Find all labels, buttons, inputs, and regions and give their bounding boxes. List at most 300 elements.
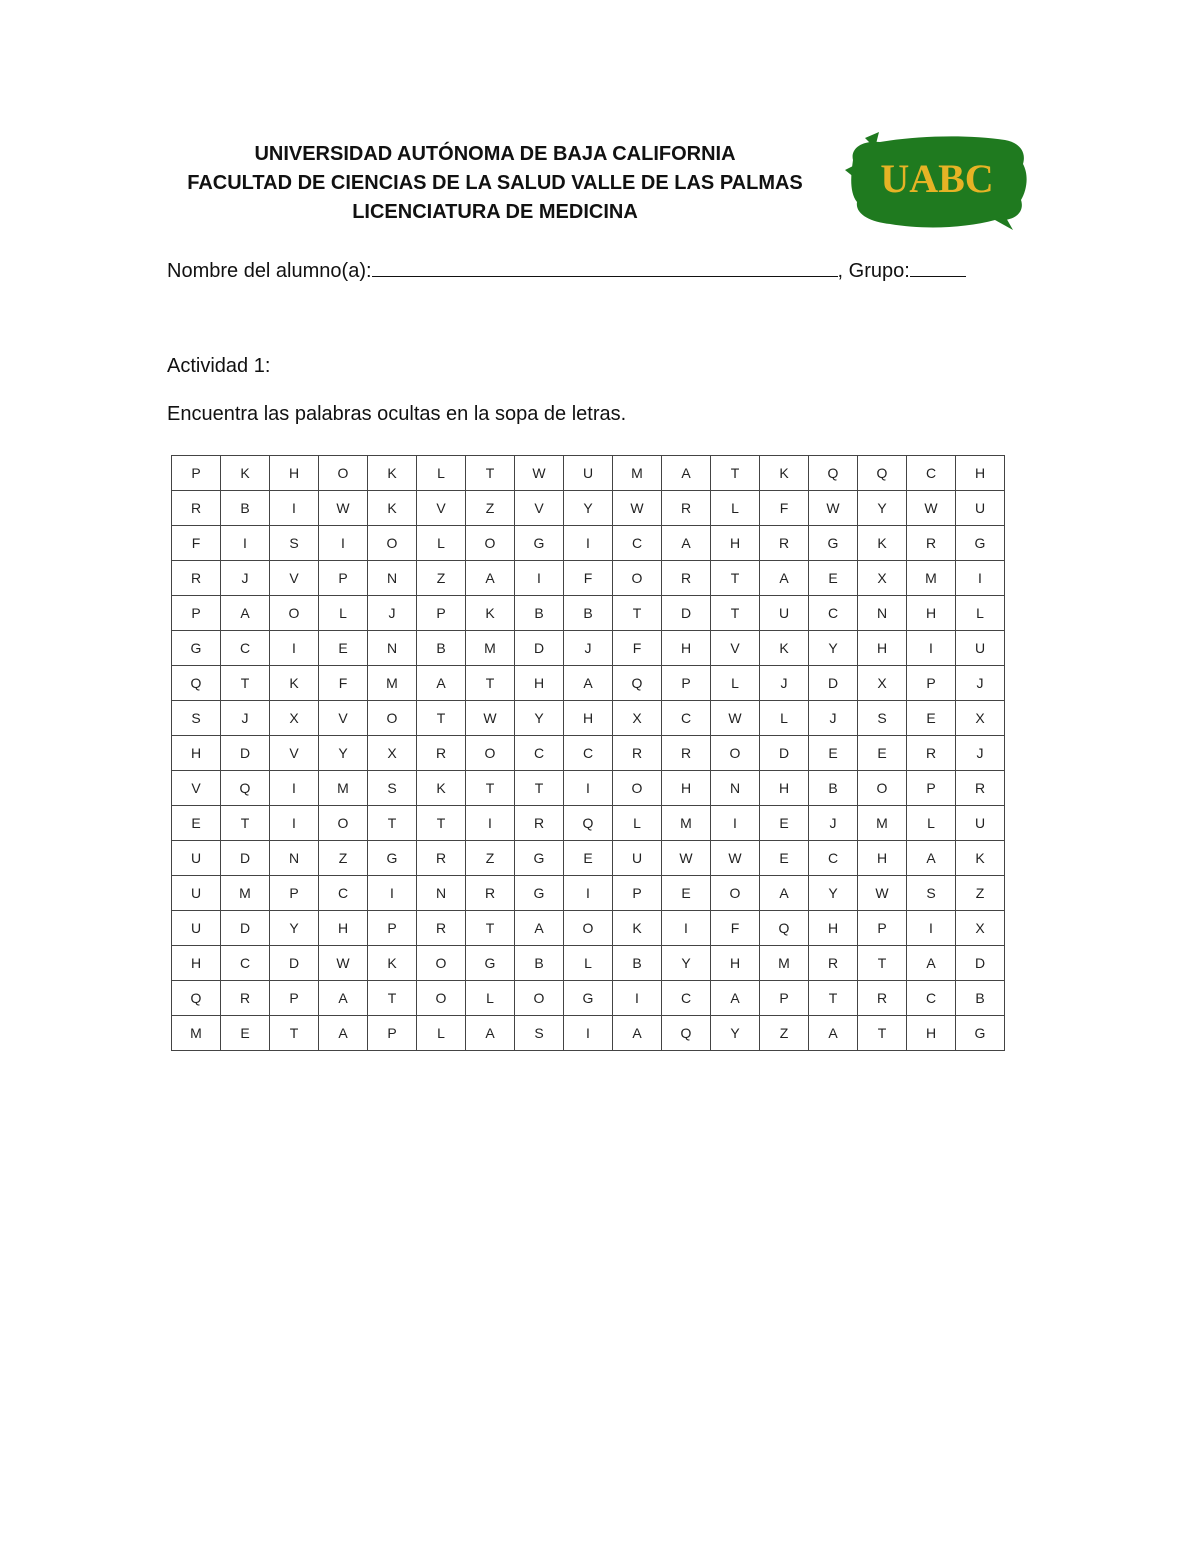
grid-cell[interactable]: H: [662, 631, 711, 666]
grid-cell[interactable]: T: [221, 806, 270, 841]
grid-cell[interactable]: V: [515, 491, 564, 526]
grid-cell[interactable]: P: [172, 596, 221, 631]
group-separator: ,: [837, 260, 844, 282]
grid-cell[interactable]: H: [270, 456, 319, 491]
grid-cell[interactable]: H: [858, 841, 907, 876]
grid-cell[interactable]: S: [515, 1016, 564, 1051]
grid-cell[interactable]: N: [368, 561, 417, 596]
group-field[interactable]: [910, 256, 966, 277]
grid-cell[interactable]: E: [809, 736, 858, 771]
grid-cell[interactable]: T: [466, 666, 515, 701]
grid-cell[interactable]: Q: [172, 666, 221, 701]
grid-cell[interactable]: M: [319, 771, 368, 806]
grid-cell[interactable]: Z: [956, 876, 1005, 911]
grid-cell[interactable]: M: [221, 876, 270, 911]
grid-cell[interactable]: B: [809, 771, 858, 806]
grid-cell[interactable]: B: [956, 981, 1005, 1016]
grid-cell[interactable]: T: [809, 981, 858, 1016]
grid-cell[interactable]: H: [907, 596, 956, 631]
grid-cell[interactable]: M: [760, 946, 809, 981]
grid-cell[interactable]: O: [270, 596, 319, 631]
grid-cell[interactable]: G: [172, 631, 221, 666]
grid-cell[interactable]: C: [564, 736, 613, 771]
grid-cell[interactable]: H: [760, 771, 809, 806]
grid-cell[interactable]: I: [270, 771, 319, 806]
grid-cell[interactable]: X: [368, 736, 417, 771]
grid-cell[interactable]: W: [858, 876, 907, 911]
grid-cell[interactable]: Y: [270, 911, 319, 946]
grid-cell[interactable]: W: [613, 491, 662, 526]
grid-cell[interactable]: D: [515, 631, 564, 666]
grid-cell[interactable]: M: [858, 806, 907, 841]
grid-cell[interactable]: G: [809, 526, 858, 561]
grid-cell[interactable]: T: [711, 456, 760, 491]
grid-cell[interactable]: R: [760, 526, 809, 561]
grid-cell[interactable]: W: [907, 491, 956, 526]
grid-cell[interactable]: I: [515, 561, 564, 596]
grid-cell[interactable]: L: [417, 526, 466, 561]
grid-cell[interactable]: K: [270, 666, 319, 701]
grid-cell[interactable]: D: [956, 946, 1005, 981]
grid-cell[interactable]: L: [564, 946, 613, 981]
grid-cell[interactable]: H: [858, 631, 907, 666]
grid-cell[interactable]: J: [809, 701, 858, 736]
grid-cell[interactable]: K: [466, 596, 515, 631]
grid-cell[interactable]: O: [613, 771, 662, 806]
grid-cell[interactable]: R: [907, 526, 956, 561]
grid-cell[interactable]: T: [858, 946, 907, 981]
grid-cell[interactable]: P: [760, 981, 809, 1016]
grid-cell[interactable]: R: [907, 736, 956, 771]
grid-cell[interactable]: E: [564, 841, 613, 876]
grid-cell[interactable]: T: [515, 771, 564, 806]
grid-cell[interactable]: C: [319, 876, 368, 911]
grid-cell[interactable]: P: [417, 596, 466, 631]
grid-cell[interactable]: U: [956, 631, 1005, 666]
grid-cell[interactable]: D: [760, 736, 809, 771]
grid-cell[interactable]: V: [711, 631, 760, 666]
grid-cell[interactable]: H: [711, 526, 760, 561]
grid-cell[interactable]: D: [662, 596, 711, 631]
grid-cell[interactable]: Q: [564, 806, 613, 841]
grid-cell[interactable]: O: [858, 771, 907, 806]
grid-cell[interactable]: J: [221, 701, 270, 736]
grid-cell[interactable]: Y: [858, 491, 907, 526]
grid-cell[interactable]: J: [221, 561, 270, 596]
grid-cell[interactable]: E: [319, 631, 368, 666]
grid-cell[interactable]: T: [711, 561, 760, 596]
grid-cell[interactable]: O: [466, 526, 515, 561]
grid-cell[interactable]: Q: [662, 1016, 711, 1051]
grid-cell[interactable]: I: [564, 526, 613, 561]
grid-cell[interactable]: P: [368, 911, 417, 946]
grid-cell[interactable]: C: [662, 981, 711, 1016]
grid-cell[interactable]: T: [858, 1016, 907, 1051]
grid-cell[interactable]: I: [564, 771, 613, 806]
grid-cell[interactable]: T: [466, 911, 515, 946]
grid-cell[interactable]: M: [907, 561, 956, 596]
grid-cell[interactable]: H: [662, 771, 711, 806]
grid-cell[interactable]: G: [466, 946, 515, 981]
grid-cell[interactable]: P: [172, 456, 221, 491]
grid-cell[interactable]: J: [956, 666, 1005, 701]
grid-cell[interactable]: O: [711, 876, 760, 911]
grid-cell[interactable]: J: [564, 631, 613, 666]
grid-cell[interactable]: X: [858, 666, 907, 701]
grid-cell[interactable]: V: [270, 561, 319, 596]
grid-cell[interactable]: Z: [466, 491, 515, 526]
grid-cell[interactable]: C: [221, 946, 270, 981]
grid-cell[interactable]: A: [417, 666, 466, 701]
grid-cell[interactable]: L: [319, 596, 368, 631]
grid-cell[interactable]: W: [466, 701, 515, 736]
grid-cell[interactable]: O: [466, 736, 515, 771]
grid-cell[interactable]: G: [515, 876, 564, 911]
grid-cell[interactable]: A: [809, 1016, 858, 1051]
grid-cell[interactable]: L: [907, 806, 956, 841]
grid-cell[interactable]: B: [515, 596, 564, 631]
grid-cell[interactable]: L: [417, 456, 466, 491]
grid-cell[interactable]: X: [956, 911, 1005, 946]
grid-cell[interactable]: Z: [417, 561, 466, 596]
grid-cell[interactable]: A: [466, 561, 515, 596]
grid-cell[interactable]: V: [172, 771, 221, 806]
grid-cell[interactable]: T: [270, 1016, 319, 1051]
grid-cell[interactable]: H: [907, 1016, 956, 1051]
grid-cell[interactable]: U: [956, 806, 1005, 841]
grid-cell[interactable]: R: [172, 491, 221, 526]
grid-cell[interactable]: N: [858, 596, 907, 631]
grid-cell[interactable]: I: [662, 911, 711, 946]
grid-cell[interactable]: P: [270, 981, 319, 1016]
grid-row: [172, 631, 1005, 666]
grid-cell[interactable]: K: [956, 841, 1005, 876]
grid-cell[interactable]: B: [613, 946, 662, 981]
grid-cell[interactable]: B: [221, 491, 270, 526]
grid-cell[interactable]: H: [515, 666, 564, 701]
grid-cell[interactable]: N: [368, 631, 417, 666]
grid-cell[interactable]: K: [368, 456, 417, 491]
grid-cell[interactable]: U: [956, 491, 1005, 526]
grid-cell[interactable]: I: [956, 561, 1005, 596]
grid-cell[interactable]: S: [907, 876, 956, 911]
grid-cell[interactable]: O: [515, 981, 564, 1016]
grid-cell[interactable]: A: [662, 526, 711, 561]
grid-cell[interactable]: P: [907, 666, 956, 701]
grid-cell[interactable]: O: [319, 456, 368, 491]
grid-cell[interactable]: M: [613, 456, 662, 491]
grid-cell[interactable]: U: [613, 841, 662, 876]
grid-cell[interactable]: T: [466, 456, 515, 491]
grid-cell[interactable]: D: [270, 946, 319, 981]
grid-cell[interactable]: I: [711, 806, 760, 841]
grid-cell[interactable]: F: [319, 666, 368, 701]
grid-cell[interactable]: O: [368, 701, 417, 736]
grid-cell[interactable]: Y: [319, 736, 368, 771]
grid-cell[interactable]: R: [417, 736, 466, 771]
grid-cell[interactable]: Q: [760, 911, 809, 946]
grid-cell[interactable]: X: [270, 701, 319, 736]
grid-cell[interactable]: I: [221, 526, 270, 561]
grid-cell[interactable]: O: [564, 911, 613, 946]
grid-cell[interactable]: R: [515, 806, 564, 841]
grid-cell[interactable]: G: [368, 841, 417, 876]
grid-cell[interactable]: I: [907, 911, 956, 946]
grid-cell[interactable]: P: [319, 561, 368, 596]
grid-cell[interactable]: T: [466, 771, 515, 806]
grid-cell[interactable]: D: [221, 911, 270, 946]
grid-cell[interactable]: U: [760, 596, 809, 631]
grid-cell[interactable]: E: [221, 1016, 270, 1051]
grid-cell[interactable]: D: [221, 736, 270, 771]
grid-cell[interactable]: R: [466, 876, 515, 911]
grid-cell[interactable]: C: [809, 596, 858, 631]
grid-cell[interactable]: I: [613, 981, 662, 1016]
grid-cell[interactable]: P: [368, 1016, 417, 1051]
grid-cell[interactable]: L: [956, 596, 1005, 631]
grid-cell[interactable]: C: [907, 456, 956, 491]
grid-cell[interactable]: G: [956, 1016, 1005, 1051]
grid-cell[interactable]: X: [613, 701, 662, 736]
grid-cell[interactable]: U: [172, 841, 221, 876]
grid-cell[interactable]: A: [907, 841, 956, 876]
grid-cell[interactable]: Y: [809, 631, 858, 666]
grid-cell[interactable]: F: [760, 491, 809, 526]
grid-cell[interactable]: R: [662, 491, 711, 526]
grid-cell[interactable]: V: [270, 736, 319, 771]
grid-cell[interactable]: B: [564, 596, 613, 631]
grid-cell[interactable]: L: [613, 806, 662, 841]
grid-cell[interactable]: P: [907, 771, 956, 806]
grid-cell[interactable]: V: [417, 491, 466, 526]
grid-cell[interactable]: R: [613, 736, 662, 771]
grid-cell[interactable]: O: [417, 946, 466, 981]
grid-row: [172, 596, 1005, 631]
grid-cell[interactable]: L: [466, 981, 515, 1016]
grid-cell[interactable]: U: [172, 911, 221, 946]
grid-cell[interactable]: P: [613, 876, 662, 911]
grid-cell[interactable]: G: [956, 526, 1005, 561]
grid-cell[interactable]: F: [613, 631, 662, 666]
grid-row: [172, 946, 1005, 981]
word-search-grid: [171, 455, 1005, 1051]
grid-cell[interactable]: M: [172, 1016, 221, 1051]
grid-cell[interactable]: F: [711, 911, 760, 946]
grid-cell[interactable]: Y: [809, 876, 858, 911]
grid-cell[interactable]: C: [221, 631, 270, 666]
grid-cell[interactable]: S: [858, 701, 907, 736]
grid-cell[interactable]: E: [760, 806, 809, 841]
grid-cell[interactable]: U: [564, 456, 613, 491]
grid-cell[interactable]: T: [417, 701, 466, 736]
grid-cell[interactable]: M: [466, 631, 515, 666]
grid-cell[interactable]: F: [564, 561, 613, 596]
grid-cell[interactable]: Z: [319, 841, 368, 876]
grid-cell[interactable]: I: [319, 526, 368, 561]
grid-cell[interactable]: T: [221, 666, 270, 701]
grid-cell[interactable]: K: [368, 491, 417, 526]
grid-cell[interactable]: Y: [515, 701, 564, 736]
grid-cell[interactable]: I: [564, 1016, 613, 1051]
grid-cell[interactable]: E: [662, 876, 711, 911]
grid-cell[interactable]: K: [760, 631, 809, 666]
grid-cell[interactable]: Y: [711, 1016, 760, 1051]
grid-cell[interactable]: S: [172, 701, 221, 736]
grid-cell[interactable]: H: [809, 911, 858, 946]
grid-cell[interactable]: B: [515, 946, 564, 981]
grid-row: [172, 701, 1005, 736]
grid-cell[interactable]: H: [564, 701, 613, 736]
grid-cell[interactable]: O: [613, 561, 662, 596]
grid-cell[interactable]: R: [956, 771, 1005, 806]
grid-cell[interactable]: L: [711, 666, 760, 701]
grid-cell[interactable]: T: [368, 806, 417, 841]
grid-cell[interactable]: I: [907, 631, 956, 666]
grid-cell[interactable]: C: [662, 701, 711, 736]
grid-cell[interactable]: D: [809, 666, 858, 701]
grid-cell[interactable]: J: [368, 596, 417, 631]
grid-row: [172, 771, 1005, 806]
grid-cell[interactable]: T: [368, 981, 417, 1016]
grid-cell[interactable]: K: [221, 456, 270, 491]
grid-cell[interactable]: J: [760, 666, 809, 701]
grid-cell[interactable]: G: [564, 981, 613, 1016]
grid-cell[interactable]: C: [907, 981, 956, 1016]
grid-cell[interactable]: M: [662, 806, 711, 841]
grid-cell[interactable]: L: [417, 1016, 466, 1051]
grid-cell[interactable]: T: [613, 596, 662, 631]
grid-cell[interactable]: R: [221, 981, 270, 1016]
grid-cell[interactable]: B: [417, 631, 466, 666]
grid-cell[interactable]: Y: [564, 491, 613, 526]
grid-cell[interactable]: A: [760, 876, 809, 911]
grid-cell[interactable]: W: [711, 841, 760, 876]
grid-cell[interactable]: G: [515, 526, 564, 561]
grid-cell[interactable]: W: [515, 456, 564, 491]
grid-cell[interactable]: A: [319, 981, 368, 1016]
grid-cell[interactable]: A: [515, 911, 564, 946]
grid-cell[interactable]: I: [466, 806, 515, 841]
grid-cell[interactable]: N: [711, 771, 760, 806]
grid-cell[interactable]: A: [907, 946, 956, 981]
grid-cell[interactable]: O: [711, 736, 760, 771]
grid-cell[interactable]: Q: [858, 456, 907, 491]
grid-cell[interactable]: F: [172, 526, 221, 561]
grid-cell[interactable]: E: [172, 806, 221, 841]
grid-cell[interactable]: O: [368, 526, 417, 561]
grid-cell[interactable]: L: [711, 491, 760, 526]
grid-cell[interactable]: K: [613, 911, 662, 946]
grid-cell[interactable]: N: [270, 841, 319, 876]
grid-cell[interactable]: I: [564, 876, 613, 911]
grid-cell[interactable]: T: [417, 806, 466, 841]
grid-cell[interactable]: R: [809, 946, 858, 981]
grid-cell[interactable]: K: [760, 456, 809, 491]
grid-cell[interactable]: I: [270, 491, 319, 526]
grid-cell[interactable]: I: [270, 631, 319, 666]
grid-cell[interactable]: R: [417, 911, 466, 946]
grid-cell[interactable]: T: [711, 596, 760, 631]
grid-cell[interactable]: X: [858, 561, 907, 596]
grid-cell[interactable]: H: [172, 946, 221, 981]
grid-cell[interactable]: W: [711, 701, 760, 736]
grid-cell[interactable]: E: [760, 841, 809, 876]
grid-cell[interactable]: E: [858, 736, 907, 771]
grid-cell[interactable]: S: [368, 771, 417, 806]
grid-row: [172, 806, 1005, 841]
grid-cell[interactable]: Z: [760, 1016, 809, 1051]
grid-cell[interactable]: K: [368, 946, 417, 981]
grid-cell[interactable]: C: [809, 841, 858, 876]
grid-cell[interactable]: C: [515, 736, 564, 771]
grid-cell[interactable]: A: [711, 981, 760, 1016]
grid-cell[interactable]: A: [466, 1016, 515, 1051]
grid-cell[interactable]: J: [956, 736, 1005, 771]
grid-cell[interactable]: A: [662, 456, 711, 491]
grid-cell[interactable]: A: [221, 596, 270, 631]
grid-cell[interactable]: Y: [662, 946, 711, 981]
grid-cell[interactable]: O: [319, 806, 368, 841]
grid-cell[interactable]: V: [319, 701, 368, 736]
grid-cell[interactable]: E: [907, 701, 956, 736]
grid-cell[interactable]: W: [319, 946, 368, 981]
grid-cell[interactable]: H: [172, 736, 221, 771]
grid-cell[interactable]: W: [319, 491, 368, 526]
grid-cell[interactable]: X: [956, 701, 1005, 736]
grid-cell[interactable]: Z: [466, 841, 515, 876]
grid-cell[interactable]: R: [172, 561, 221, 596]
grid-cell[interactable]: A: [760, 561, 809, 596]
grid-cell[interactable]: D: [221, 841, 270, 876]
grid-cell[interactable]: P: [662, 666, 711, 701]
grid-cell[interactable]: P: [270, 876, 319, 911]
university-name: UNIVERSIDAD AUTÓNOMA DE BAJA CALIFORNIA: [254, 143, 736, 165]
grid-cell[interactable]: O: [417, 981, 466, 1016]
grid-cell[interactable]: H: [711, 946, 760, 981]
grid-cell[interactable]: R: [858, 981, 907, 1016]
grid-cell[interactable]: Q: [613, 666, 662, 701]
student-name-field[interactable]: [372, 256, 838, 277]
grid-cell[interactable]: C: [613, 526, 662, 561]
grid-cell[interactable]: W: [662, 841, 711, 876]
grid-cell[interactable]: K: [417, 771, 466, 806]
grid-cell[interactable]: E: [809, 561, 858, 596]
grid-cell[interactable]: H: [319, 911, 368, 946]
grid-cell[interactable]: N: [417, 876, 466, 911]
grid-cell[interactable]: I: [368, 876, 417, 911]
grid-cell[interactable]: Q: [221, 771, 270, 806]
grid-cell[interactable]: M: [368, 666, 417, 701]
grid-cell[interactable]: S: [270, 526, 319, 561]
grid-cell[interactable]: H: [956, 456, 1005, 491]
grid-cell[interactable]: Q: [172, 981, 221, 1016]
grid-cell[interactable]: J: [809, 806, 858, 841]
grid-cell[interactable]: W: [809, 491, 858, 526]
grid-cell[interactable]: I: [270, 806, 319, 841]
grid-cell[interactable]: A: [319, 1016, 368, 1051]
grid-cell[interactable]: P: [858, 911, 907, 946]
grid-cell[interactable]: K: [858, 526, 907, 561]
grid-cell[interactable]: Q: [809, 456, 858, 491]
grid-cell[interactable]: L: [760, 701, 809, 736]
grid-cell[interactable]: U: [172, 876, 221, 911]
grid-cell[interactable]: R: [662, 561, 711, 596]
grid-cell[interactable]: R: [662, 736, 711, 771]
grid-cell[interactable]: G: [515, 841, 564, 876]
grid-cell[interactable]: A: [613, 1016, 662, 1051]
grid-cell[interactable]: R: [417, 841, 466, 876]
grid-cell[interactable]: A: [564, 666, 613, 701]
